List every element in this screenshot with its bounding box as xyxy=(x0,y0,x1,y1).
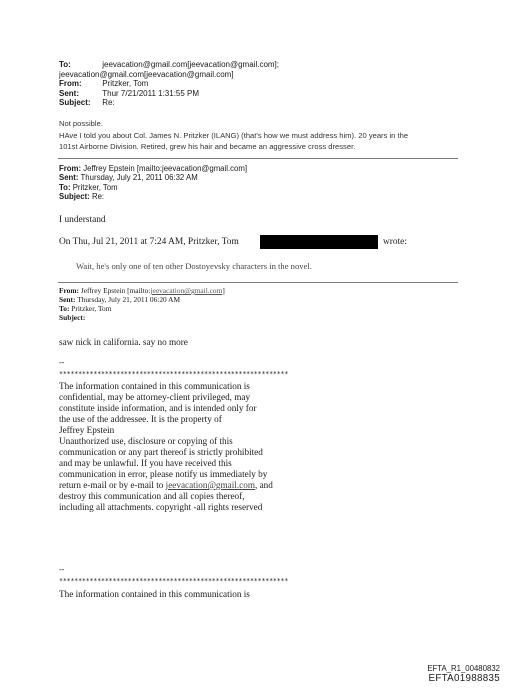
disclaimer-line: destroy this communication and all copies thereof, xyxy=(59,491,245,501)
disclaimer-line: and may be unlawful. If you have received this xyxy=(59,458,232,468)
disclaimer-line: communication in error, please notify us immediately by xyxy=(59,469,268,479)
sent-label: Sent: xyxy=(59,295,76,304)
email3-to-row xyxy=(59,304,111,313)
disclaimer-block xyxy=(59,381,273,513)
quoted-text: Wait, he's only one of ten other Dostoyevsky characters in the novel. xyxy=(76,261,312,271)
from-value: Jeffrey Epstein [mailto: xyxy=(80,286,151,295)
to-label: To: xyxy=(59,182,71,192)
email3-subject-row xyxy=(59,313,85,322)
subject-label: Subject: xyxy=(59,192,90,202)
email2-body: I understand xyxy=(59,215,106,225)
from-label: From: xyxy=(59,286,79,295)
to-label: To: xyxy=(59,304,70,313)
disclaimer-text: , and xyxy=(254,480,273,490)
divider xyxy=(58,282,458,283)
disclaimer-text: return e-mail or by e-mail to xyxy=(59,480,166,490)
email1-body-line: HAve I told you about Col. James N. Pritzker (ILANG) (that's how we must address him). 20 years in the xyxy=(59,130,409,140)
stars-line: ************************************************************ xyxy=(59,577,289,585)
divider xyxy=(58,158,458,159)
sent-value: Thursday, July 21, 2011 06:20 AM xyxy=(77,295,181,304)
email2-to-row xyxy=(59,183,118,192)
email1-to-continued: jeevacation@gmail.com[jeevacation@gmail.com] xyxy=(59,69,234,79)
email1-sent-row xyxy=(59,89,199,99)
signature-dashes: -- xyxy=(59,565,65,574)
to-value: jeevacation@gmail.com[jeevacation@gmail.com]; xyxy=(102,60,279,69)
bates-code-1: EFTA_R1_00480832 xyxy=(427,664,500,673)
subject-label: Subject: xyxy=(59,98,91,108)
quote-intro: On Thu, Jul 21, 2011 at 7:24 AM, Pritzker, Tom xyxy=(59,237,239,247)
subject-value: Re: xyxy=(102,98,115,108)
from-value: Pritzker, Tom xyxy=(102,79,149,89)
signature-dashes: -- xyxy=(59,358,65,367)
email1-body-line: Not possible. xyxy=(59,119,103,128)
disclaimer-line-with-link xyxy=(59,480,273,491)
disclaimer-line: confidential, may be attorney-client privileged, may xyxy=(59,392,251,402)
disclaimer-line: Unauthorized use, disclosure or copying of this xyxy=(59,436,233,446)
subject-label: Subject: xyxy=(59,313,86,322)
quote-wrote: wrote: xyxy=(383,237,407,247)
sent-label: Sent: xyxy=(59,88,79,98)
from-label: From: xyxy=(59,164,82,173)
sent-label: Sent: xyxy=(59,173,79,183)
email2-sent-row xyxy=(59,173,198,182)
from-value-end: ] xyxy=(222,286,225,295)
from-value: Jeffrey Epstein [mailto:jeevacation@gmail.com] xyxy=(83,164,248,173)
subject-value: Re: xyxy=(91,192,105,202)
email1-to-row xyxy=(59,60,279,70)
disclaimer-line: Jeffrey Epstein xyxy=(59,425,115,435)
email2-from-row xyxy=(59,164,247,173)
disclaimer-line: The information contained in this communication is xyxy=(59,589,250,599)
bates-code-2: EFTA01988835 xyxy=(428,673,500,684)
email2-subject-row xyxy=(59,192,104,201)
email3-from-row xyxy=(59,286,225,295)
stars-line: ************************************************************ xyxy=(59,370,289,378)
to-value: Pritzker, Tom xyxy=(71,304,112,313)
to-label: To: xyxy=(59,60,71,69)
redaction-box xyxy=(260,235,378,249)
email1-body-line: 101st Airborne Division. Retired, grew his hair and became an aggressive cross dresser. xyxy=(59,142,356,151)
email-link[interactable]: jeevacation@gmail.com xyxy=(165,480,255,490)
disclaimer-line: communication or any part thereof is strictly prohibited xyxy=(59,447,263,457)
email3-body: saw nick in california. say no more xyxy=(59,337,188,347)
from-label: From: xyxy=(59,79,82,89)
email1-subject-row xyxy=(59,98,115,108)
disclaimer-line: constitute inside information, and is intended only for xyxy=(59,403,257,413)
sent-value: Thur 7/21/2011 1:31:55 PM xyxy=(102,88,200,98)
email-link[interactable]: jeevacation@gmail.com xyxy=(150,286,223,295)
email1-from-row xyxy=(59,79,148,89)
sent-value: Thursday, July 21, 2011 06:32 AM xyxy=(80,173,198,183)
disclaimer-line: the use of the addressee. It is the property of xyxy=(59,414,222,424)
disclaimer-line: The information contained in this communication is xyxy=(59,381,250,391)
disclaimer-line: including all attachments. copyright -all rights reserved xyxy=(59,502,263,512)
to-value: Pritzker, Tom xyxy=(72,182,118,192)
email3-sent-row xyxy=(59,295,180,304)
